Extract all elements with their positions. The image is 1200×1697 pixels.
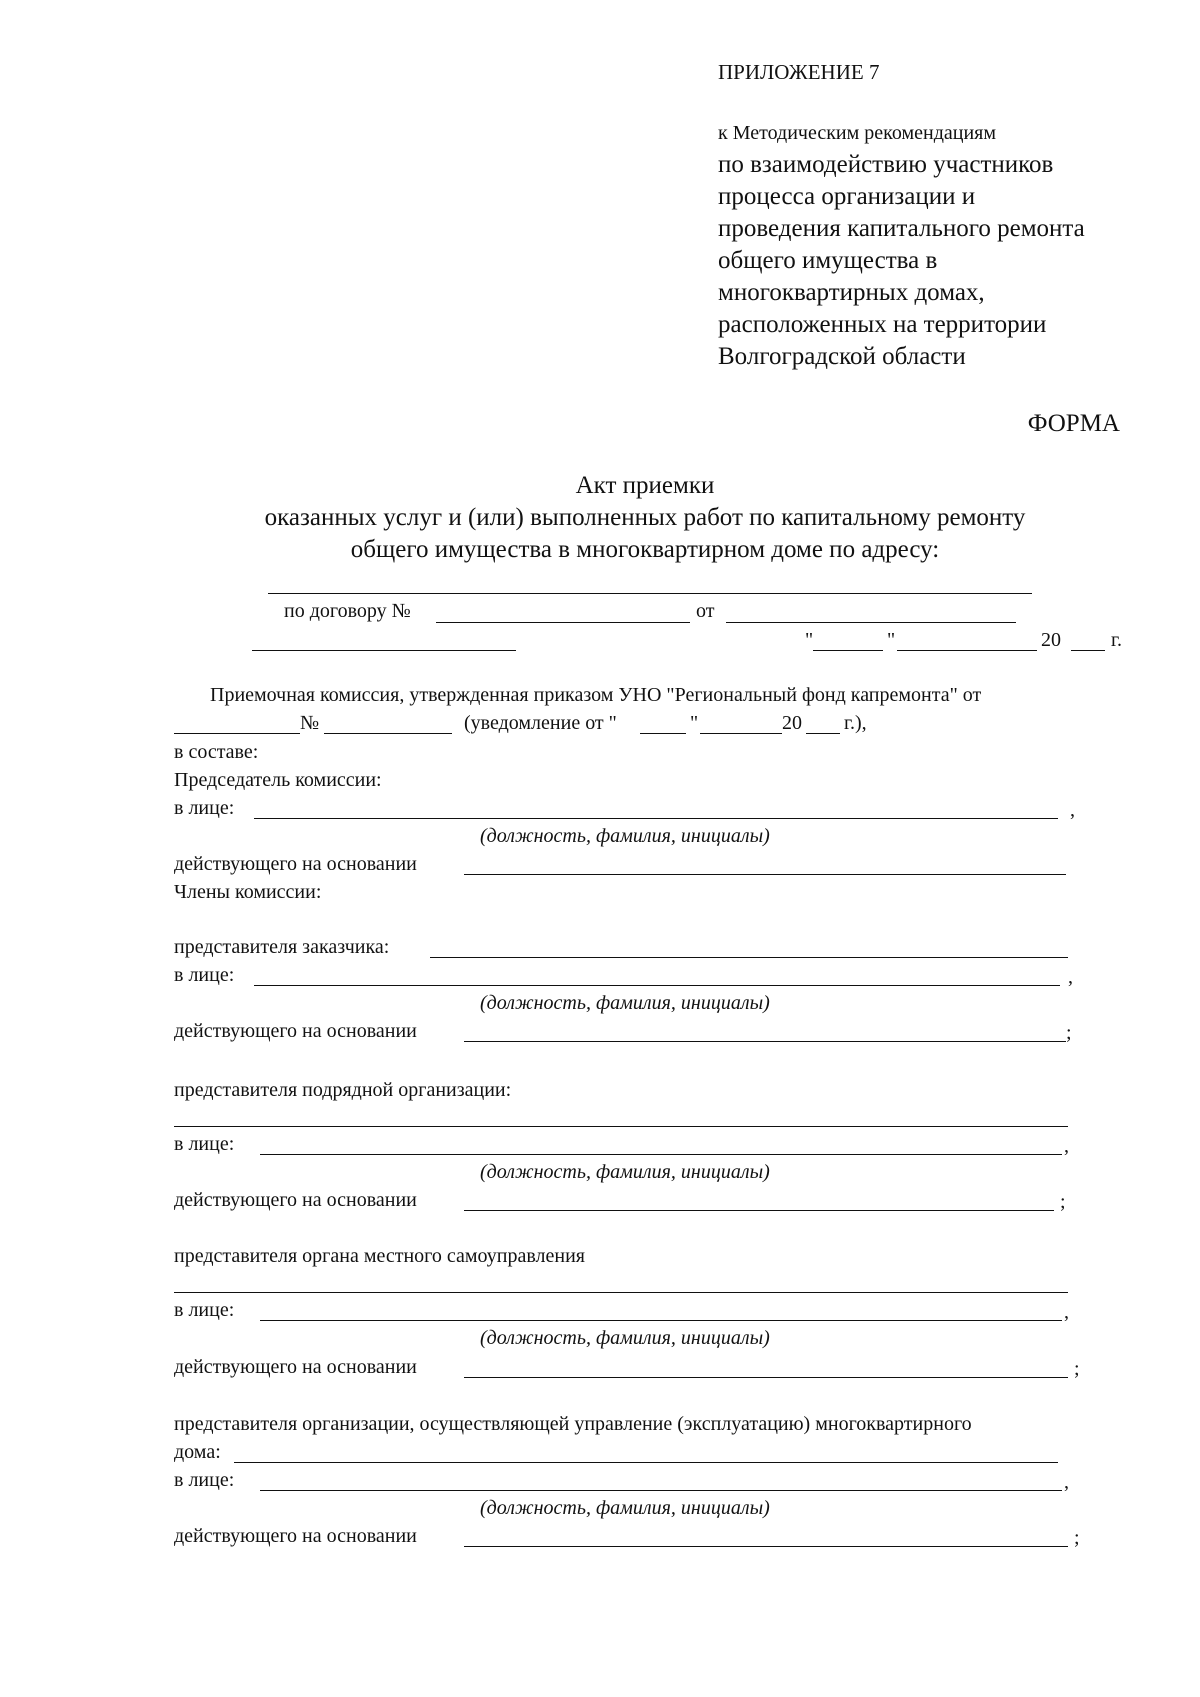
local-gov-basis-field[interactable]	[464, 1377, 1068, 1378]
customer-semicolon: ;	[1066, 1022, 1072, 1044]
customer-in-person-label: в лице:	[174, 964, 235, 986]
customer-hint: (должность, фамилия, инициалы)	[480, 992, 770, 1014]
notice-month-field[interactable]	[700, 733, 782, 734]
contract-from-label: от	[696, 600, 715, 622]
local-gov-semicolon: ;	[1074, 1358, 1080, 1380]
local-gov-name-field[interactable]	[260, 1320, 1062, 1321]
customer-name-field[interactable]	[254, 985, 1060, 986]
date-day-field[interactable]	[813, 650, 883, 651]
mgmt-in-person-label: в лице:	[174, 1469, 235, 1491]
place-field[interactable]	[252, 650, 516, 651]
chairman-basis-field[interactable]	[464, 874, 1066, 875]
appendix-line-5: многоквартирных домах,	[718, 279, 985, 306]
title-line-3: общего имущества в многоквартирном доме по адресу:	[350, 536, 940, 563]
contractor-basis-field[interactable]	[464, 1210, 1054, 1211]
address-field[interactable]	[268, 593, 1032, 594]
contractor-in-person-label: в лице:	[174, 1133, 235, 1155]
commission-intro: Приемочная комиссия, утвержденная приказом УНО "Региональный фонд капремонта" от	[210, 684, 982, 706]
contractor-basis-label: действующего на основании	[174, 1189, 417, 1211]
chairman-in-person-label: в лице:	[174, 797, 235, 819]
notice-quote-close: "	[690, 712, 699, 734]
customer-rep-field[interactable]	[430, 957, 1068, 958]
local-gov-in-person-label: в лице:	[174, 1299, 235, 1321]
members-label: Члены комиссии:	[174, 881, 322, 903]
mgmt-semicolon: ;	[1074, 1527, 1080, 1549]
chairman-label: Председатель комиссии:	[174, 769, 382, 791]
local-gov-org-field[interactable]	[174, 1292, 1068, 1293]
contractor-semicolon: ;	[1060, 1191, 1066, 1213]
date-year-prefix: 20	[1041, 629, 1061, 651]
local-gov-comma: ,	[1064, 1301, 1069, 1323]
local-gov-basis-label: действующего на основании	[174, 1356, 417, 1378]
mgmt-rep-label-cont: дома:	[174, 1441, 221, 1463]
order-number-sign: №	[300, 712, 320, 734]
mgmt-rep-label: представителя организации, осуществляющей управление (эксплуатацию) многоквартирного	[174, 1413, 972, 1435]
contractor-comma: ,	[1064, 1135, 1069, 1157]
appendix-line-6: расположенных на территории	[718, 311, 1047, 338]
chairman-name-field[interactable]	[254, 818, 1058, 819]
mgmt-hint: (должность, фамилия, инициалы)	[480, 1497, 770, 1519]
composition-label: в составе:	[174, 741, 259, 763]
customer-basis-label: действующего на основании	[174, 1020, 417, 1042]
local-gov-hint: (должность, фамилия, инициалы)	[480, 1327, 770, 1349]
appendix-line-4: общего имущества в	[718, 247, 938, 274]
customer-rep-label: представителя заказчика:	[174, 936, 390, 958]
order-date-field[interactable]	[174, 733, 300, 734]
mgmt-name-field[interactable]	[260, 1490, 1062, 1491]
chairman-comma: ,	[1070, 799, 1075, 821]
notice-day-field[interactable]	[640, 733, 686, 734]
notice-year-prefix: 20	[782, 712, 802, 734]
order-number-field[interactable]	[324, 733, 452, 734]
date-quote-close: "	[887, 629, 896, 651]
chairman-hint: (должность, фамилия, инициалы)	[480, 825, 770, 847]
contractor-org-field[interactable]	[174, 1126, 1068, 1127]
appendix-line-1: по взаимодействию участников	[718, 151, 1054, 178]
title-line-2: оказанных услуг и (или) выполненных работ по капитальному ремонту	[264, 504, 1026, 531]
contractor-hint: (должность, фамилия, инициалы)	[480, 1161, 770, 1183]
contractor-rep-label: представителя подрядной организации:	[174, 1079, 512, 1101]
date-month-field[interactable]	[897, 650, 1037, 651]
appendix-reference	[718, 116, 1085, 373]
notice-year-field[interactable]	[806, 733, 840, 734]
chairman-basis-label: действующего на основании	[174, 853, 417, 875]
notice-end: г.),	[844, 712, 867, 734]
appendix-header: ПРИЛОЖЕНИЕ 7	[718, 60, 880, 84]
contract-date-field[interactable]	[726, 622, 1016, 623]
title-line-1: Акт приемки	[575, 472, 715, 499]
customer-comma: ,	[1068, 966, 1073, 988]
appendix-line-2: процесса организации и	[718, 183, 976, 210]
contract-label: по договору №	[284, 600, 411, 622]
mgmt-org-field[interactable]	[234, 1462, 1058, 1463]
appendix-line-7: Волгоградской области	[718, 343, 966, 370]
date-year-field[interactable]	[1071, 650, 1105, 651]
mgmt-basis-label: действующего на основании	[174, 1525, 417, 1547]
forma-label: ФОРМА	[1027, 410, 1120, 437]
contractor-name-field[interactable]	[260, 1154, 1062, 1155]
appendix-line-3: проведения капитального ремонта	[718, 215, 1085, 242]
document-title	[0, 470, 1200, 566]
mgmt-basis-field[interactable]	[464, 1546, 1068, 1547]
date-year-suffix: г.	[1111, 629, 1122, 651]
mgmt-comma: ,	[1064, 1471, 1069, 1493]
notice-label: (уведомление от "	[464, 712, 617, 734]
contract-number-field[interactable]	[436, 622, 690, 623]
appendix-line-0: к Методическим рекомендациям	[718, 122, 997, 144]
customer-basis-field[interactable]	[464, 1041, 1066, 1042]
date-quote-open: "	[805, 629, 814, 651]
local-gov-rep-label: представителя органа местного самоуправления	[174, 1245, 586, 1267]
